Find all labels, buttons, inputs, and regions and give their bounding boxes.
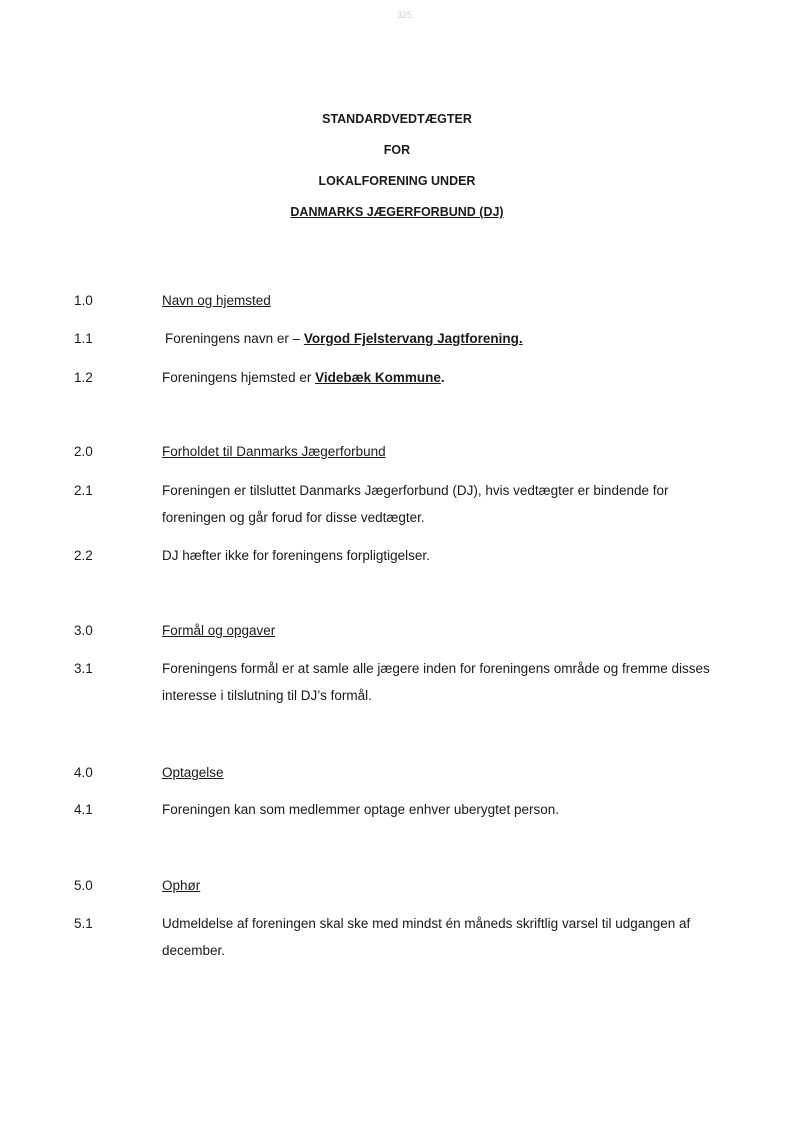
section-heading-text: Optagelse [162,765,224,780]
clause-3-1 [74,655,734,709]
section-number: 5.0 [74,878,93,893]
section-heading-2 [74,438,734,465]
clause-text-line-2: foreningen og går forud for disse vedtægter. [162,510,425,525]
title-line-1: STANDARDVEDTÆGTER [322,112,472,126]
clause-4-1 [74,796,734,823]
association-name: Vorgod Fjelstervang Jagtforening. [303,331,523,346]
clause-text-line-1: Udmeldelse af foreningen skal ske med mindst én måneds skriftlig varsel til udgangen af [162,916,691,931]
clause-1-2 [74,364,734,391]
section-heading-4 [74,759,734,786]
clause-text-line-2: interesse i tilslutning til DJ’s formål. [162,688,372,703]
clause-number: 4.1 [74,802,93,817]
clause-number: 3.1 [74,661,93,676]
page-number-mark: 325 [397,10,413,20]
clause-suffix: . [440,370,445,385]
section-heading-text: Forholdet til Danmarks Jægerforbund [162,444,386,459]
clause-number: 2.2 [74,548,93,563]
title-line-4 [0,205,794,236]
clause-2-1 [74,477,734,531]
section-heading-3 [74,617,734,644]
section-heading-text: Navn og hjemsted [162,293,271,308]
section-number: 3.0 [74,623,93,638]
section-heading-5 [74,872,734,899]
title-line-3: LOKALFORENING UNDER [318,174,476,188]
clause-text: Foreningens navn er – [165,331,304,346]
section-heading-text: Ophør [162,878,201,893]
clause-2-2 [74,542,734,569]
clause-text-line-1: Foreningen er tilsluttet Danmarks Jægerforbund (DJ), hvis vedtægter er bindende for [162,483,669,498]
clause-number: 5.1 [74,916,93,931]
section-heading-text: Formål og opgaver [162,623,276,638]
clause-text: Foreningen kan som medlemmer optage enhver uberygtet person. [162,802,559,817]
clause-text-line-1: Foreningens formål er at samle alle jægere inden for foreningens område og fremme disses [162,661,710,676]
section-number: 1.0 [74,293,93,308]
clause-number: 1.1 [74,331,93,346]
clause-text: DJ hæfter ikke for foreningens forpligtigelser. [162,548,430,563]
section-number: 2.0 [74,444,93,459]
document-title [0,112,794,236]
section-number: 4.0 [74,765,93,780]
clause-number: 2.1 [74,483,93,498]
municipality-name: Videbæk Kommune [315,370,441,385]
clause-text: Foreningens hjemsted er [162,370,316,385]
clause-text-line-2: december. [162,943,226,958]
clause-number: 1.2 [74,370,93,385]
title-line-4-text: DANMARKS JÆGERFORBUND (DJ) [290,205,504,219]
title-line-2: FOR [383,143,411,157]
section-heading-1 [74,287,734,314]
clause-5-1 [74,910,734,964]
clause-1-1 [74,325,734,352]
